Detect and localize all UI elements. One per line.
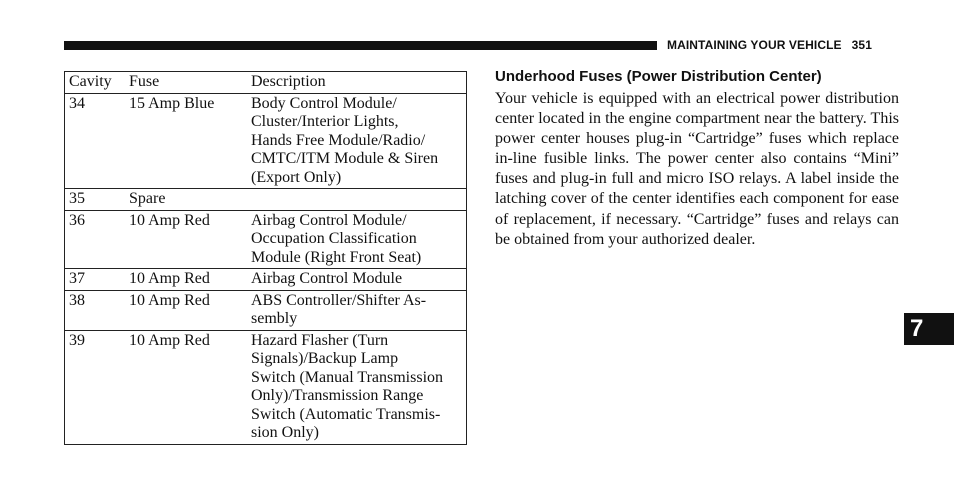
table-row: [65, 210, 467, 269]
table-row: [65, 93, 467, 189]
description-cell: Airbag Control Module: [247, 269, 467, 291]
description-cell: Body Control Module/ Cluster/Interior Lights, Hands Free Module/Radio/ CMTC/ITM Module & Siren (Export Only): [247, 93, 467, 189]
fuse-cell: 10 Amp Red: [125, 330, 247, 444]
column-header-cavity: Cavity: [65, 72, 126, 94]
table-header-row: [65, 72, 467, 94]
chapter-tab: 7: [904, 313, 954, 345]
column-header-fuse: Fuse: [125, 72, 247, 94]
cavity-cell: 35: [65, 189, 126, 211]
description-cell: ABS Controller/Shifter As- sembly: [247, 290, 467, 330]
cavity-cell: 34: [65, 93, 126, 189]
cavity-cell: 38: [65, 290, 126, 330]
page-number: 351: [851, 38, 872, 52]
fuse-cell: 10 Amp Red: [125, 210, 247, 269]
table-row: [65, 330, 467, 444]
description-cell: [247, 189, 467, 211]
table-row: [65, 269, 467, 291]
cavity-cell: 39: [65, 330, 126, 444]
fuse-cell: 10 Amp Red: [125, 290, 247, 330]
table-row: [65, 290, 467, 330]
running-header: [667, 38, 872, 52]
cavity-cell: 36: [65, 210, 126, 269]
cavity-cell: 37: [65, 269, 126, 291]
description-cell: Hazard Flasher (Turn Signals)/Backup Lamp Switch (Manual Transmission Only)/Transmission Range Switch (Automatic Transmis- sion Only): [247, 330, 467, 444]
column-header-description: Description: [247, 72, 467, 94]
fuse-cell: Spare: [125, 189, 247, 211]
fuse-table: [64, 71, 467, 445]
table-row: [65, 189, 467, 211]
fuse-cell: 15 Amp Blue: [125, 93, 247, 189]
description-cell: Airbag Control Module/ Occupation Classification Module (Right Front Seat): [247, 210, 467, 269]
section-heading: Underhood Fuses (Power Distribution Center): [495, 68, 822, 85]
header-section-title: MAINTAINING YOUR VEHICLE: [667, 38, 842, 52]
fuse-cell: 10 Amp Red: [125, 269, 247, 291]
body-paragraph: Your vehicle is equipped with an electrical power distribution center located in the engine compartment near the battery. This power center houses plug-in “Cartridge” fuses which replace in-line fusible links. The power center also contains “Mini” fuses and plug-in full and micro ISO relays. A label inside the latching cover of the center identifies each component for ease of replacement, if necessary. “Cartridge” fuses and relays can be obtained from your authorized dealer.: [495, 90, 899, 248]
header-rule: [64, 41, 657, 50]
